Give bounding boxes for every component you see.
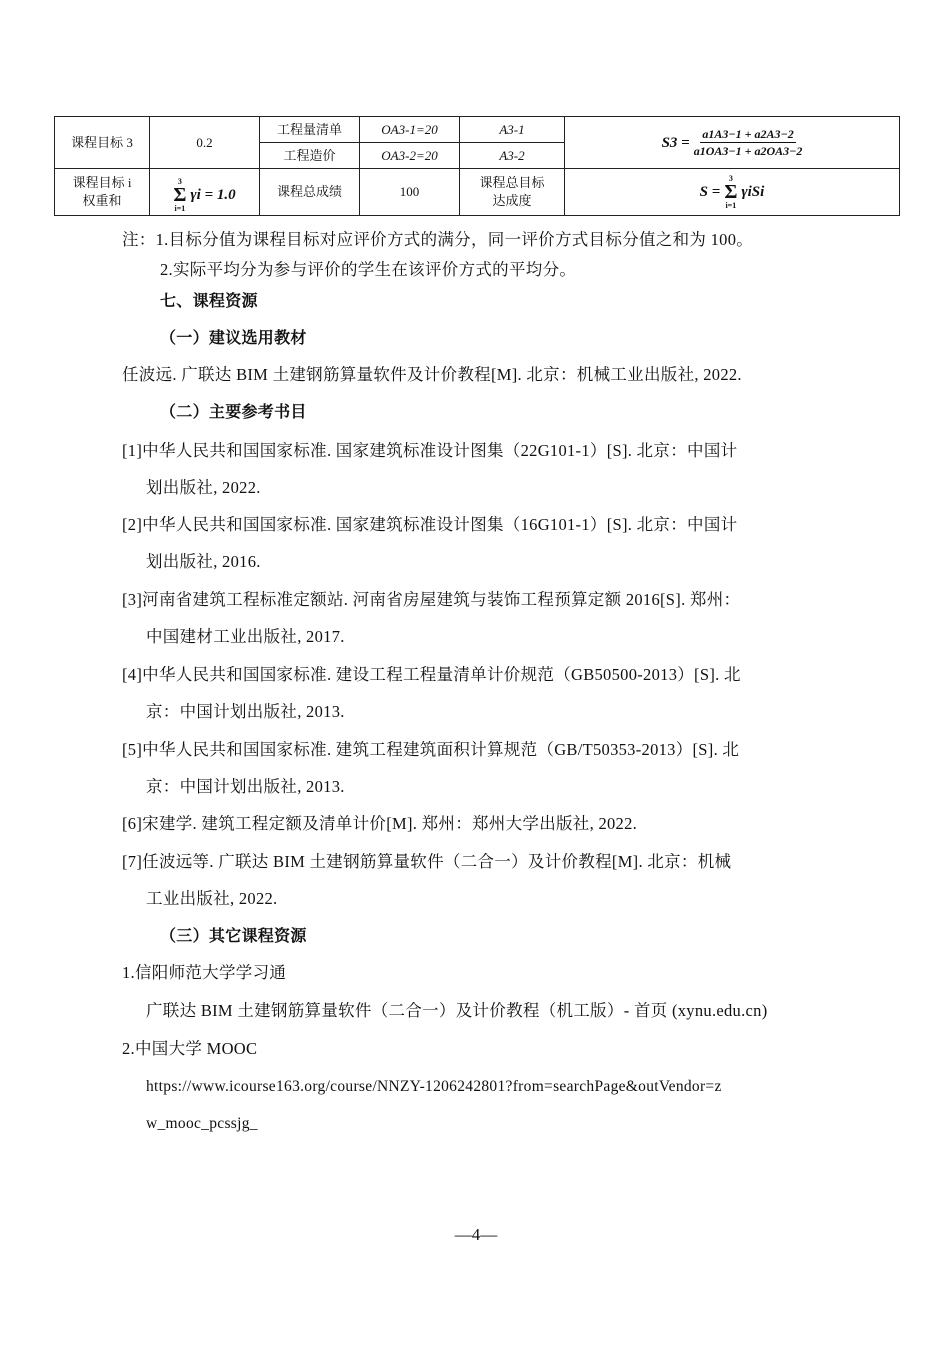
score-cell: 100: [360, 169, 460, 216]
total-right: γiSi: [741, 184, 765, 200]
weight-cell: 0.2: [150, 117, 260, 169]
resource-url-cont[interactable]: w_mooc_pcssjg_: [146, 1115, 258, 1132]
page-number: —4—: [454, 1225, 498, 1244]
subsection-heading: （二）主要参考书目: [160, 402, 307, 421]
sigma-lower: i=1: [725, 201, 737, 210]
method-cell: 工程量清单: [260, 117, 360, 143]
reference-item-cont: 工业出版社, 2022.: [146, 889, 278, 908]
reference-item: [7]任波远等. 广联达 BIM 土建钢筋算量软件（二合一）及计价教程[M]. 北京：机械: [122, 852, 732, 871]
fraction: [694, 126, 803, 159]
weight-sum-cell: [150, 169, 260, 216]
sigma-symbol: 3 Σ i=1: [173, 177, 187, 213]
achievement-formula: [662, 126, 803, 159]
formula-cell: [565, 117, 900, 169]
weight-sum-value: γi = 1.0: [190, 187, 236, 203]
reference-item-cont: 划出版社, 2016.: [146, 552, 261, 571]
reference-item: [1]中华人民共和国国家标准. 国家建筑标准设计图集（22G101-1）[S]. 北京：中国计: [122, 441, 738, 460]
sigma-upper: 3: [177, 177, 182, 186]
goal-sum-line1: 课程目标 i: [72, 175, 132, 190]
achieve-line2: 达成度: [492, 193, 532, 208]
reference-item-cont: 京：中国计划出版社, 2013.: [146, 777, 345, 796]
reference-item: [6]宋建学. 建筑工程定额及清单计价[M]. 郑州：郑州大学出版社, 2022.: [122, 814, 638, 833]
subsection-heading: （一）建议选用教材: [160, 328, 307, 347]
fraction-numerator: a1A3−1 + a2A3−2: [702, 127, 794, 141]
achieve-cell: [460, 169, 565, 216]
subsection-heading: （三）其它课程资源: [160, 926, 307, 945]
sigma-upper: 3: [728, 174, 733, 183]
weight-sum-formula: [173, 177, 235, 213]
goal-sum-line2: 权重和: [82, 193, 122, 208]
score-cell: OA3-1=20: [360, 117, 460, 143]
table-row: [55, 169, 900, 216]
reference-item: [5]中华人民共和国国家标准. 建筑工程建筑面积计算规范（GB/T50353-2013）[S]. 北: [122, 740, 740, 759]
resource-link[interactable]: 广联达 BIM 土建钢筋算量软件（二合一）及计价教程（机工版）- 首页 (xynu.edu.cn): [146, 1001, 768, 1020]
note-2: 2.实际平均分为参与评价的学生在该评价方式的平均分。: [160, 260, 577, 279]
achieve-line1: 课程总目标: [479, 175, 545, 190]
actual-cell: A3-2: [460, 143, 565, 169]
score-cell: OA3-2=20: [360, 143, 460, 169]
method-cell: 课程总成绩: [260, 169, 360, 216]
sigma-lower: i=1: [174, 204, 186, 213]
evaluation-table: [54, 116, 900, 216]
reference-item: [2]中华人民共和国国家标准. 国家建筑标准设计图集（16G101-1）[S]. 北京：中国计: [122, 515, 738, 534]
resource-title: 2.中国大学 MOOC: [122, 1039, 258, 1058]
formula-left: S3 =: [661, 134, 690, 151]
table-row: [55, 117, 900, 143]
reference-item-cont: 划出版社, 2022.: [146, 478, 261, 497]
goal-cell: 课程目标 3: [55, 117, 150, 169]
sigma-symbol: 3 Σ i=1: [724, 174, 738, 210]
total-formula-cell: [565, 169, 900, 216]
fraction-denominator: a1OA3−1 + a2OA3−2: [693, 144, 803, 158]
textbook-entry: 任波远. 广联达 BIM 土建钢筋算量软件及计价教程[M]. 北京：机械工业出版社, 2022.: [122, 365, 742, 384]
actual-cell: A3-1: [460, 117, 565, 143]
method-cell: 工程造价: [260, 143, 360, 169]
total-left: S =: [699, 184, 721, 200]
reference-item-cont: 京：中国计划出版社, 2013.: [146, 702, 345, 721]
reference-item: [3]河南省建筑工程标准定额站. 河南省房屋建筑与装饰工程预算定额 2016[S]. 郑州：: [122, 590, 741, 609]
section-heading: 七、课程资源: [160, 291, 258, 310]
resource-title: 1.信阳师范大学学习通: [122, 963, 287, 982]
reference-item-cont: 中国建材工业出版社, 2017.: [146, 627, 345, 646]
reference-item: [4]中华人民共和国国家标准. 建设工程工程量清单计价规范（GB50500-2013）[S]. 北: [122, 665, 741, 684]
total-formula: [700, 174, 765, 210]
goal-sum-cell: [55, 169, 150, 216]
note-1: 注：1.目标分值为课程目标对应评价方式的满分，同一评价方式目标分值之和为 100。: [122, 230, 754, 249]
resource-url[interactable]: https://www.icourse163.org/course/NNZY-1206242801?from=searchPage&outVendor=z: [146, 1078, 722, 1095]
